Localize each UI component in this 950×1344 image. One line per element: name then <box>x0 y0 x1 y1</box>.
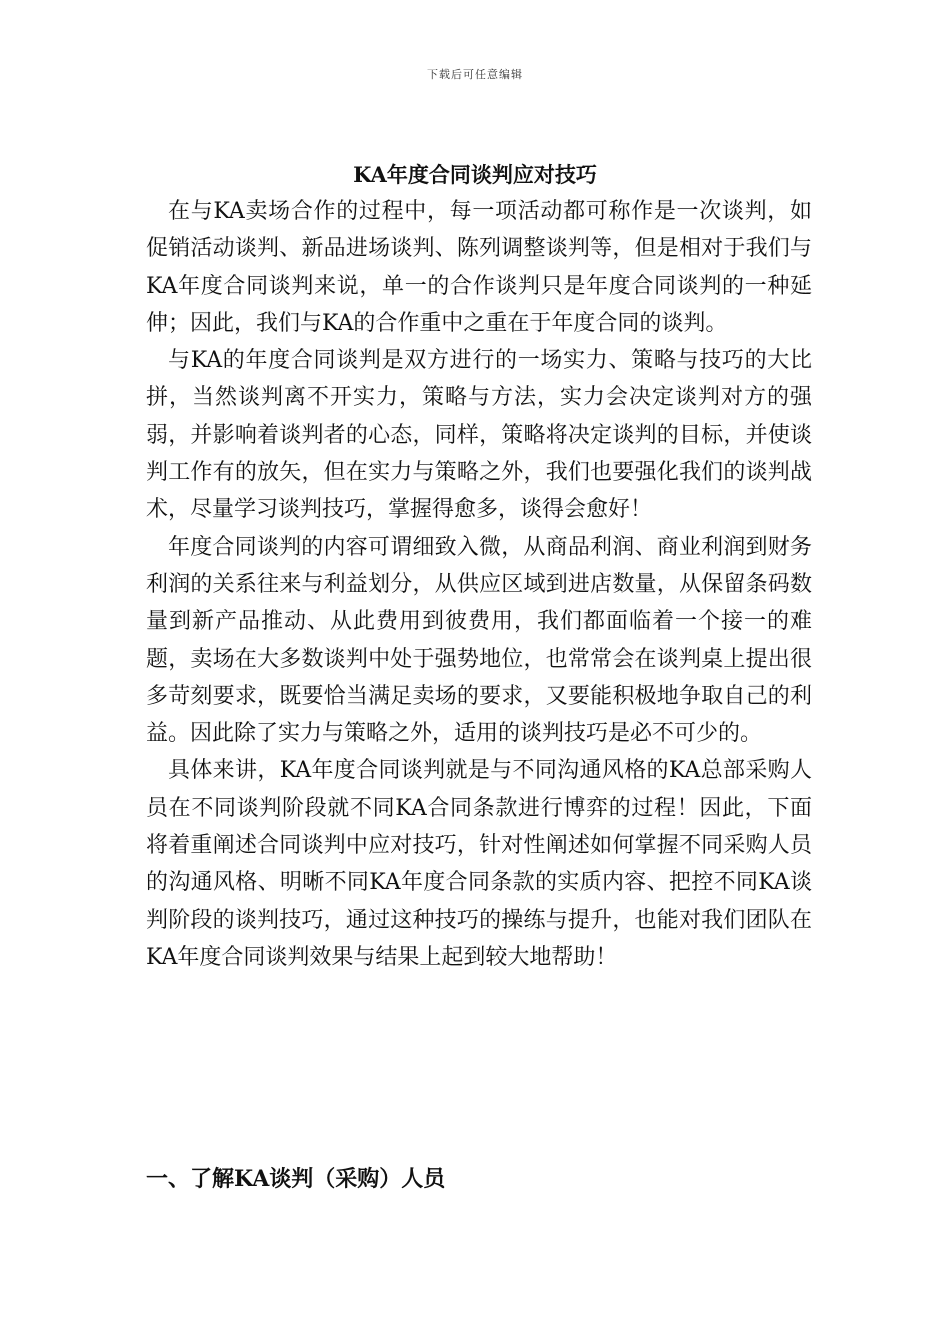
section-heading: 一、了解KA谈判（采购）人员 <box>146 1166 446 1192</box>
header-note: 下载后可任意编辑 <box>427 68 523 81</box>
paragraph: 年度合同谈判的内容可谓细致入微，从商品利润、商业利润到财务利润的关系往来与利益划分，从供应区域到进店数量，从保留条码数量到新产品推动、从此费用到彼费用，我们都面临着一个接一的难题，卖场在大多数谈判中处于强势地位，也常常会在谈判桌上提出很多苛刻要求，既要恰当满足卖场的要求，又要能积极地争取自己的利益。因此除了实力与策略之外，适用的谈判技巧是必不可少的。 <box>146 534 812 747</box>
paragraph: 具体来讲，KA年度合同谈判就是与不同沟通风格的KA总部采购人员在不同谈判阶段就不同KA合同条款进行博弈的过程！因此，下面将着重阐述合同谈判中应对技巧，针对性阐述如何掌握不同采购人员的沟通风格、明晰不同KA年度合同条款的实质内容、把控不同KA谈判阶段的谈判技巧，通过这种技巧的操练与提升，也能对我们团队在KA年度合同谈判效果与结果上起到较大地帮助！ <box>146 758 812 970</box>
paragraph: 与KA的年度合同谈判是双方进行的一场实力、策略与技巧的大比拼，当然谈判离不开实力，策略与方法，实力会决定谈判对方的强弱，并影响着谈判者的心态，同样，策略将决定谈判的目标，并使谈判工作有的放矢，但在实力与策略之外，我们也要强化我们的谈判战术，尽量学习谈判技巧，掌握得愈多，谈得会愈好！ <box>146 348 812 523</box>
body-text <box>146 193 812 976</box>
document-title: KA年度合同谈判应对技巧 <box>353 162 597 187</box>
paragraph: 在与KA卖场合作的过程中，每一项活动都可称作是一次谈判，如促销活动谈判、新品进场谈判、陈列调整谈判等，但是相对于我们与KA年度合同谈判来说，单一的合作谈判只是年度合同谈判的一种延伸；因此，我们与KA的合作重中之重在于年度合同的谈判。 <box>146 199 812 336</box>
